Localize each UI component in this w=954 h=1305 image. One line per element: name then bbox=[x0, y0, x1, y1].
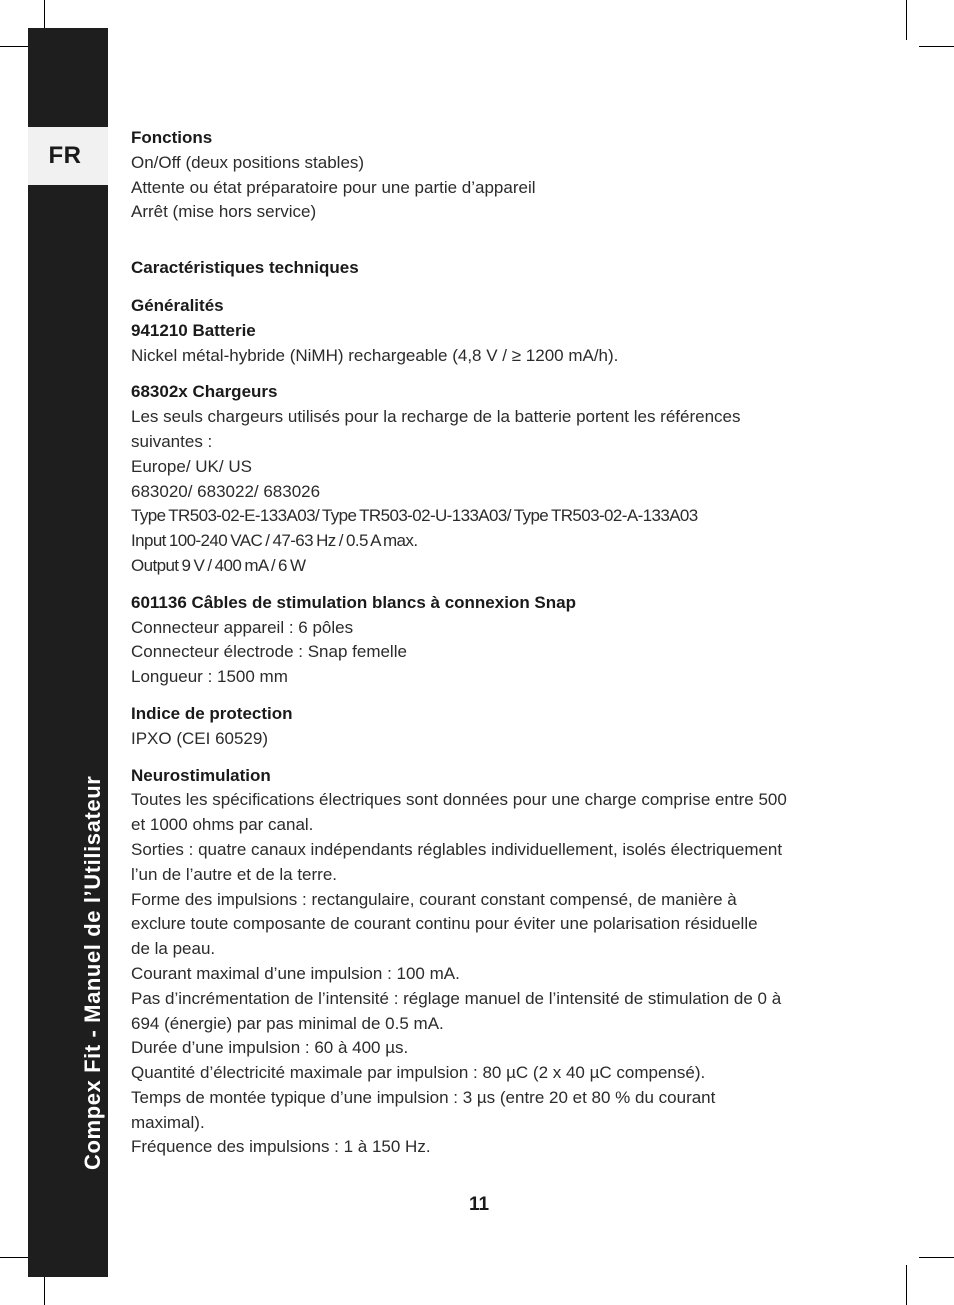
text-line: Type TR503-02-E-133A03/ Type TR503-02-U-133A03/ Type TR503-02-A-133A03 bbox=[131, 506, 698, 526]
text-line: On/Off (deux positions stables) bbox=[131, 152, 365, 172]
text-line: Connecteur appareil : 6 pôles bbox=[131, 617, 354, 637]
text-line: Les seuls chargeurs utilisés pour la recharge de la batterie portent les références bbox=[131, 407, 741, 427]
text-line: Quantité d’électricité maximale par impulsion : 80 µC (2 x 40 µC compensé). bbox=[131, 1063, 706, 1083]
text-line: l’un de l’autre et de la terre. bbox=[131, 864, 338, 884]
language-tab bbox=[28, 127, 108, 185]
text-line: Pas d’incrémentation de l’intensité : réglage manuel de l’intensité de stimulation de 0 à bbox=[131, 988, 782, 1008]
subsection-heading: 941210 Batterie bbox=[131, 320, 256, 340]
section-heading: Généralités bbox=[131, 295, 224, 315]
crop-mark bbox=[919, 46, 954, 47]
page-number: 11 bbox=[468, 1194, 490, 1215]
text-line: maximal). bbox=[131, 1112, 205, 1132]
text-line: Europe/ UK/ US bbox=[131, 456, 252, 476]
text-line: Courant maximal d’une impulsion : 100 mA. bbox=[131, 963, 460, 983]
section-heading: Fonctions bbox=[131, 128, 213, 147]
page-content bbox=[131, 126, 831, 1160]
text-line: Arrêt (mise hors service) bbox=[131, 202, 317, 222]
manual-title: Compex Fit - Manuel de l’Utilisateur bbox=[80, 775, 105, 1170]
text-line: Longueur : 1500 mm bbox=[131, 667, 288, 687]
text-line: suivantes : bbox=[131, 431, 213, 451]
text-line: de la peau. bbox=[131, 939, 216, 959]
crop-mark bbox=[906, 1265, 907, 1305]
text-line: IPXO (CEI 60529) bbox=[131, 728, 269, 748]
text-line: exclure toute composante de courant continu pour éviter une polarisation résiduelle bbox=[131, 914, 758, 934]
crop-mark bbox=[919, 1257, 954, 1258]
text-line: Sorties : quatre canaux indépendants réglables individuellement, isolés électriquement bbox=[131, 839, 783, 859]
text-line: Nickel métal-hybride (NiMH) rechargeable (4,8 V / ≥ 1200 mA/h). bbox=[131, 345, 619, 365]
text-line: 694 (énergie) par pas minimal de 0.5 mA. bbox=[131, 1013, 444, 1033]
text-line: Toutes les spécifications électriques sont données pour une charge comprise entre 500 bbox=[131, 790, 787, 810]
text-line: Fréquence des impulsions : 1 à 150 Hz. bbox=[131, 1137, 431, 1157]
text-line: Temps de montée typique d’une impulsion : 3 µs (entre 20 et 80 % du courant bbox=[131, 1087, 716, 1107]
section-heading: Neurostimulation bbox=[131, 765, 271, 785]
text-line: Forme des impulsions : rectangulaire, courant constant compensé, de manière à bbox=[131, 889, 737, 909]
language-label: FR bbox=[48, 142, 82, 169]
text-line: Input 100-240 VAC / 47-63 Hz / 0.5 A max. bbox=[131, 531, 418, 551]
text-line: 683020/ 683022/ 683026 bbox=[131, 481, 321, 501]
text-line: Output 9 V / 400 mA / 6 W bbox=[131, 555, 306, 575]
text-line: Connecteur électrode : Snap femelle bbox=[131, 642, 407, 662]
section-heading: 68302x Chargeurs bbox=[131, 382, 278, 402]
text-line: Attente ou état préparatoire pour une partie d’appareil bbox=[131, 177, 536, 197]
section-heading: Caractéristiques techniques bbox=[131, 258, 359, 278]
text-line: et 1000 ohms par canal. bbox=[131, 815, 314, 835]
crop-mark bbox=[906, 0, 907, 40]
section-heading: 601136 Câbles de stimulation blancs à connexion Snap bbox=[131, 592, 576, 612]
text-line: Durée d’une impulsion : 60 à 400 µs. bbox=[131, 1038, 409, 1058]
section-heading: Indice de protection bbox=[131, 703, 293, 723]
